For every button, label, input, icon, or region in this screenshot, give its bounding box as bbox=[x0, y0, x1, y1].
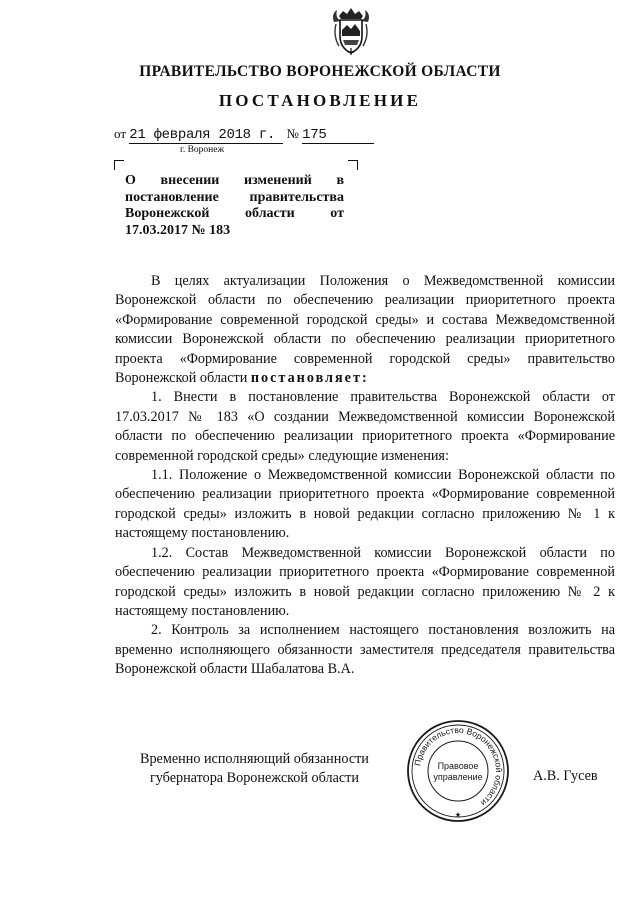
decree-word: постановляет: bbox=[250, 370, 369, 387]
document-number: 175 bbox=[302, 127, 327, 143]
stamp-center-line1: Правовое bbox=[437, 761, 479, 771]
document-date: 21 февраля 2018 г. bbox=[129, 127, 276, 143]
item-2: 2. Контроль за исполнением настоящего постановления возложить на временно исполняющего обязанности заместителя председателя правительства Воронежской области Шабалатова В.А. bbox=[115, 622, 615, 678]
subject-bracket-left bbox=[114, 160, 124, 170]
stamp-star-icon: ★ bbox=[454, 811, 462, 819]
date-prefix: от bbox=[114, 126, 127, 141]
official-stamp bbox=[405, 718, 511, 824]
document-type-title: ПОСТАНОВЛЕНИЕ bbox=[218, 91, 422, 110]
document-body bbox=[115, 272, 615, 680]
stamp-center-line2: управление bbox=[433, 772, 483, 782]
date-number-line bbox=[114, 126, 374, 144]
signer-name: А.В. Гусев bbox=[533, 768, 598, 784]
signer-position-line1: Временно исполняющий обязанности bbox=[140, 751, 369, 767]
stamp-ring-text: Правительство Воронежской области bbox=[412, 724, 505, 809]
signer-position bbox=[140, 750, 369, 789]
item-1-1: 1.1. Положение о Межведомственной комиссии Воронежской области по обеспечению реализации приоритетного проекта «Формирование современной городской среды» изложить в новой редакции согласно приложению № 1 к настоящему постановлению. bbox=[115, 467, 615, 542]
signer-position-line2: губернатора Воронежской области bbox=[149, 770, 359, 787]
item-1-2: 1.2. Состав Межведомственной комиссии Воронежской области по обеспечению реализации приоритетного проекта «Формирование современной городской среды» изложить в новой редакции согласно приложению № 2 к настоящему постановлению. bbox=[115, 544, 615, 619]
government-title: ПРАВИТЕЛЬСТВО ВОРОНЕЖСКОЙ ОБЛАСТИ bbox=[139, 63, 501, 80]
coat-of-arms-icon bbox=[330, 2, 372, 56]
preamble-paragraph bbox=[115, 272, 615, 388]
subject-bracket-right bbox=[348, 160, 358, 170]
item-1: 1. Внести в постановление правительства Воронежской области от 17.03.2017 № 183 «О создании Межведомственной комиссии Воронежской области по обеспечению реализации приоритетного проекта «Формирование современной городской среды» следующие изменения: bbox=[115, 389, 615, 464]
document-subject: О внесении изменений в постановление правительства Воронежской области от 17.03.2017 № 183 bbox=[125, 173, 344, 238]
city-label: г. Воронеж bbox=[180, 145, 225, 155]
preamble-text: В целях актуализации Положения о Межведомственной комиссии Воронежской области по обеспечению реализации приоритетного проекта «Формирование современной городской среды» и состава Межведомственной комиссии Воронежской области по обеспечению реализации приоритетного проекта «Формирование современной городской среды» правительство Воронежской области bbox=[115, 273, 615, 387]
number-prefix: № bbox=[286, 126, 299, 141]
